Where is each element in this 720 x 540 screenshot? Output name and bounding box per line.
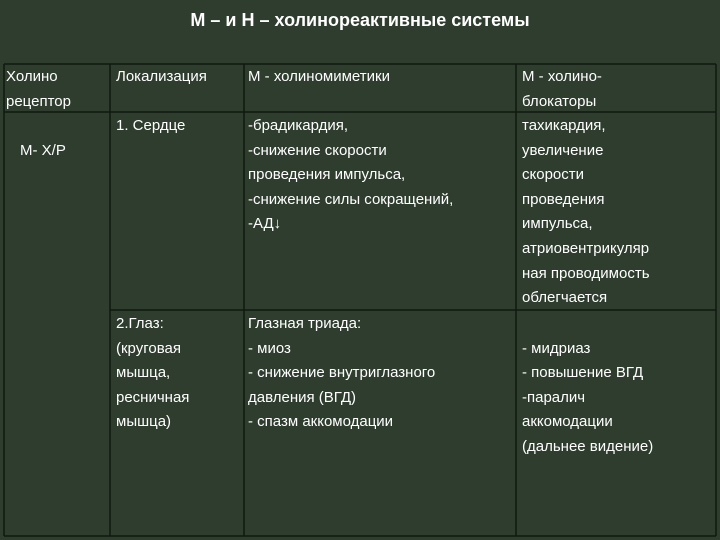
row-heart-blockers: тахикардия, увеличение скорости проведения импульса, атриовентрикуляр ная проводимость облегчается bbox=[522, 117, 650, 307]
header-receptor: Холино рецептор bbox=[6, 68, 71, 110]
slide-title: М – и Н – холинореактивные системы bbox=[190, 10, 530, 30]
row-eye-blockers: - мидриаз - повышение ВГД -паралич аккомодации (дальнее видение) bbox=[522, 339, 654, 455]
header-mimetics: М - холиномиметики bbox=[248, 68, 390, 85]
receptor-type: М- Х/Р bbox=[20, 142, 66, 159]
row-heart-mimetics: -брадикардия, -снижение скорости проведения импульса, -снижение силы сокращений, -АД↓ bbox=[248, 117, 454, 233]
row-eye-localization: 2.Глаз: (круговая мышца, ресничная мышца) bbox=[116, 315, 190, 431]
row-heart-localization: 1. Сердце bbox=[116, 117, 186, 134]
header-localization: Локализация bbox=[116, 68, 207, 85]
row-eye-mimetics: Глазная триада: - миоз - снижение внутриглазного давления (ВГД) - спазм аккомодации bbox=[248, 315, 436, 431]
header-blockers: М - холино- блокаторы bbox=[522, 68, 602, 110]
